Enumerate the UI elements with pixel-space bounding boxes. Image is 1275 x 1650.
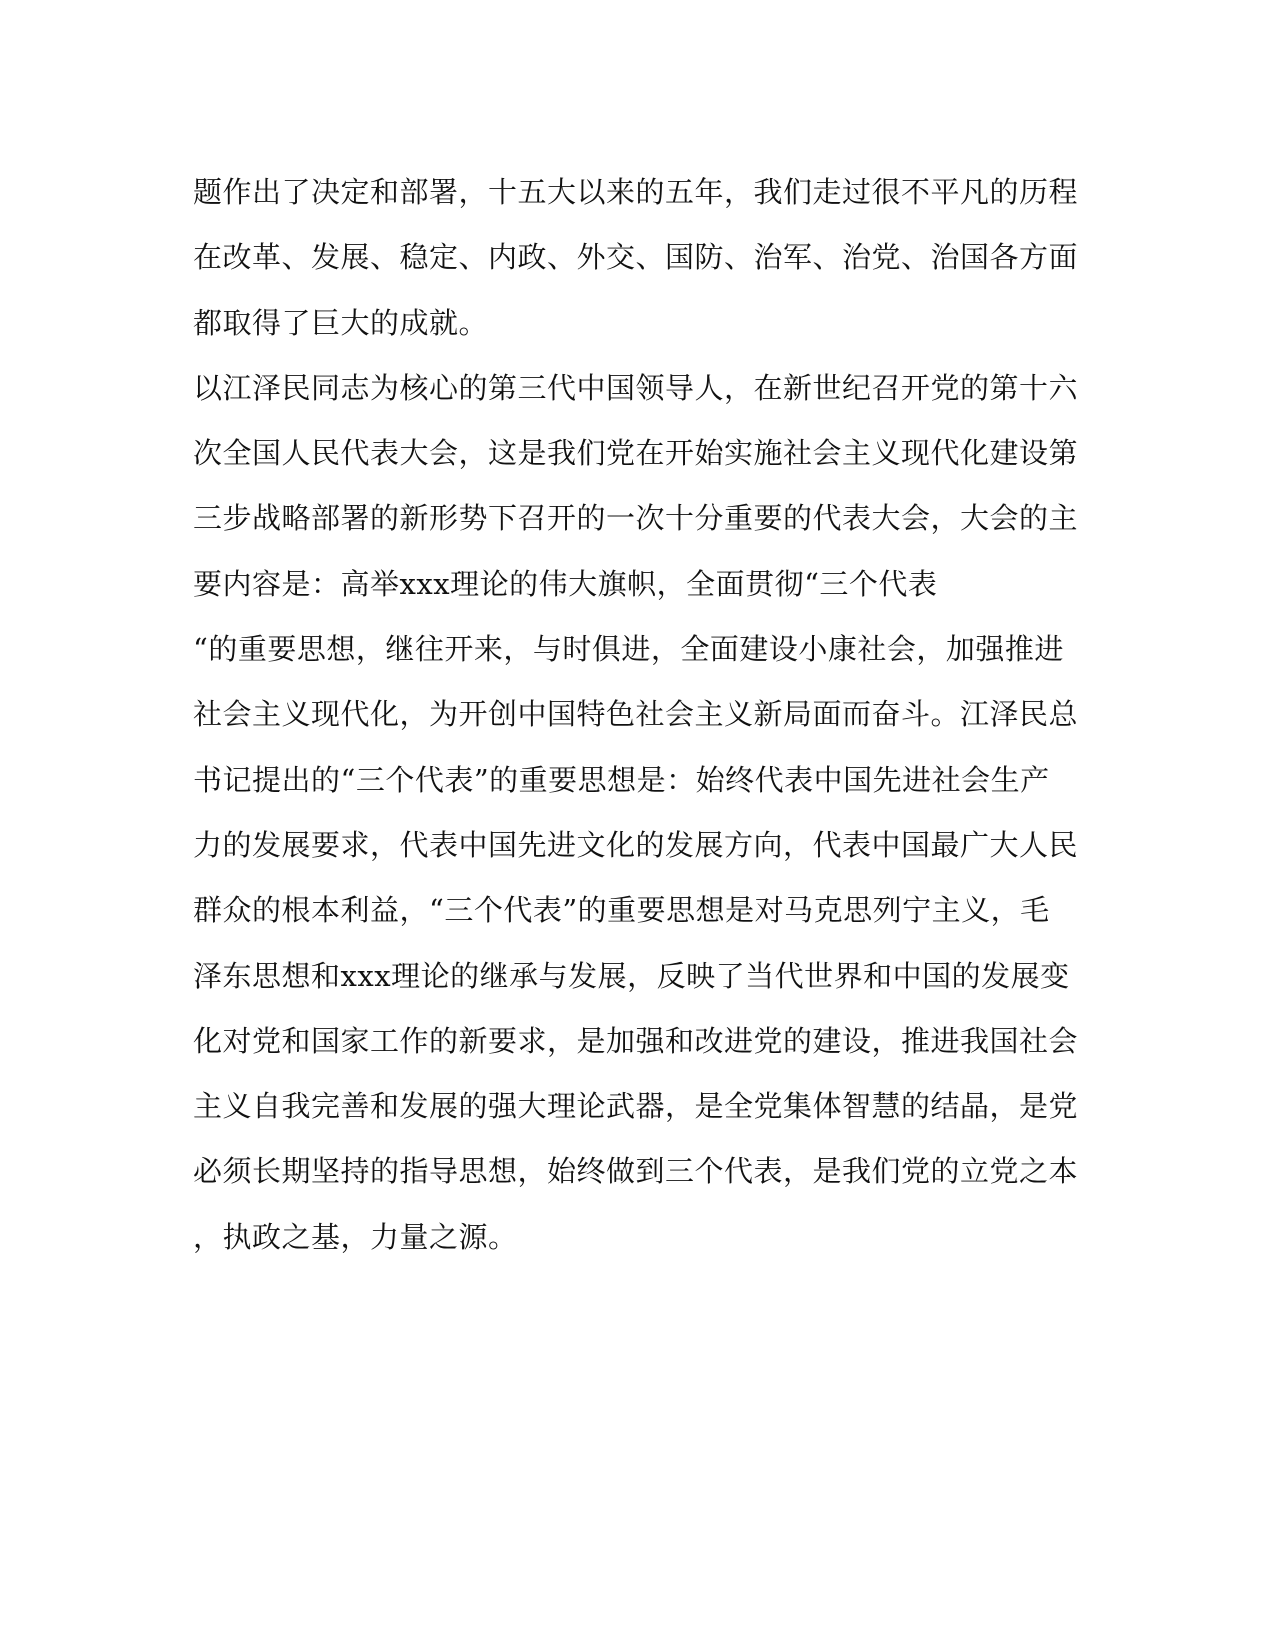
text-line: ，执政之基，力量之源。 <box>193 1219 518 1254</box>
text-line: 主义自我完善和发展的强大理论武器，是全党集体智慧的结晶，是党 <box>193 1089 1079 1124</box>
text-line: “的重要思想，继往开来，与时俱进，全面建设小康社会，加强推进 <box>193 632 1064 667</box>
text-line: 社会主义现代化，为开创中国特色社会主义新局面而奋斗。江泽民总 <box>193 697 1079 732</box>
text-line: 在改革、发展、稳定、内政、外交、国防、治军、治党、治国各方面 <box>193 240 1079 275</box>
text-line: 力的发展要求，代表中国先进文化的发展方向，代表中国最广大人民 <box>193 827 1079 862</box>
text-line: 泽东思想和xxx理论的继承与发展，反映了当代世界和中国的发展变 <box>193 958 1070 993</box>
body-text <box>193 160 1079 1270</box>
text-line: 要内容是：高举xxx理论的伟大旗帜，全面贯彻“三个代表 <box>193 566 938 601</box>
text-line: 三步战略部署的新形势下召开的一次十分重要的代表大会，大会的主 <box>193 501 1079 536</box>
text-line: 必须长期坚持的指导思想，始终做到三个代表，是我们党的立党之本 <box>193 1154 1079 1189</box>
text-line: 化对党和国家工作的新要求，是加强和改进党的建设，推进我国社会 <box>193 1023 1079 1058</box>
text-line: 都取得了巨大的成就。 <box>193 305 489 340</box>
text-line: 群众的根本利益，“三个代表”的重要思想是对马克思列宁主义，毛 <box>193 893 1050 928</box>
text-line: 次全国人民代表大会，这是我们党在开始实施社会主义现代化建设第 <box>193 436 1079 471</box>
text-line: 题作出了决定和部署，十五大以来的五年，我们走过很不平凡的历程 <box>193 175 1079 209</box>
text-line: 书记提出的“三个代表”的重要思想是：始终代表中国先进社会生产 <box>193 762 1050 797</box>
text-line: 以江泽民同志为核心的第三代中国领导人，在新世纪召开党的第十六 <box>193 370 1079 405</box>
